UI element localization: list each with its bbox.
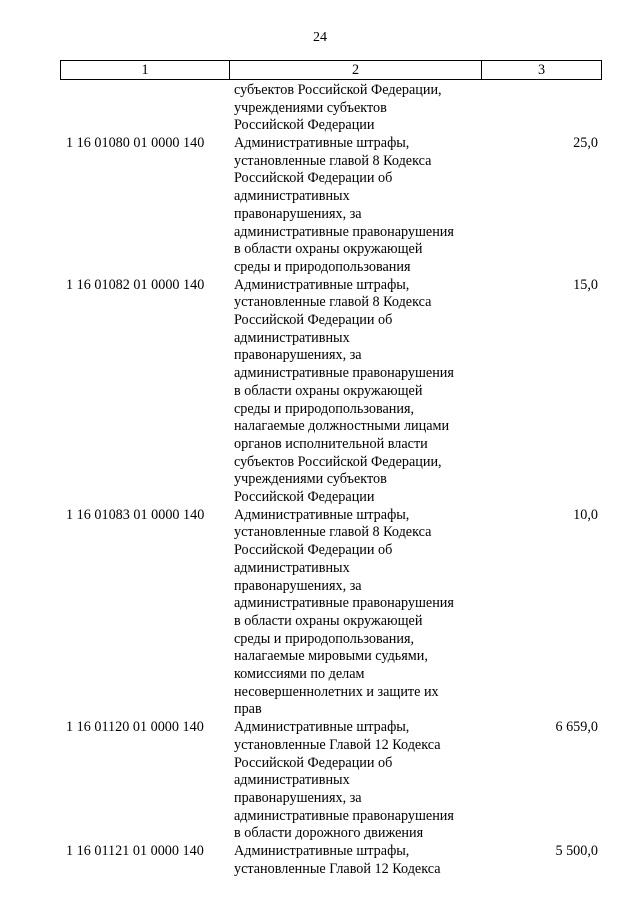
header-col-2: 2 [230,61,482,79]
row-code: 1 16 01080 01 0000 140 [66,135,205,152]
row-code: 1 16 01082 01 0000 140 [66,276,205,293]
desc-line: органов исполнительной власти [234,435,428,452]
desc-line: установленные Главой 12 Кодекса [234,736,441,753]
desc-line: среды и природопользования, [234,630,415,647]
row-amount: 25,0 [573,135,598,152]
desc-line: субъектов Российской Федерации, [234,453,442,470]
desc-line: установленные главой 8 Кодекса [234,294,432,311]
row-description [234,719,454,843]
desc-line: несовершеннолетних и защите их [234,683,439,700]
desc-line: учреждениями субъектов [234,99,387,116]
desc-line: Российской Федерации [234,117,375,134]
row-description [234,507,454,719]
desc-line: Российской Федерации об [234,312,393,329]
desc-line: административные правонарушения [234,223,454,240]
header-col-1: 1 [61,61,230,79]
desc-line: правонарушениях, за [234,347,362,364]
desc-line: Российской Федерации об [234,170,393,187]
desc-line: Российской Федерации об [234,754,393,771]
desc-line: правонарушениях, за [234,577,362,594]
desc-line: административные правонарушения [234,595,454,612]
desc-line: Административные штрафы, [234,506,410,523]
desc-line: в области охраны окружающей [234,382,423,399]
desc-line: в области дорожного движения [234,825,424,842]
page-number: 24 [313,30,327,45]
desc-line: правонарушениях, за [234,205,362,222]
desc-line: Административные штрафы, [234,276,410,293]
desc-line: административных [234,188,350,205]
desc-line: в области охраны окружающей [234,612,423,629]
desc-line: среды и природопользования [234,258,411,275]
desc-line: Российской Федерации [234,488,375,505]
desc-line: налагаемые мировыми судьями, [234,648,428,665]
row-description [234,277,454,507]
desc-line: административных [234,329,350,346]
desc-line: административные правонарушения [234,807,454,824]
desc-line: Российской Федерации об [234,542,393,559]
desc-line: установленные Главой 12 Кодекса [234,860,441,877]
desc-line: в области охраны окружающей [234,241,423,258]
desc-line: установленные главой 8 Кодекса [234,152,432,169]
desc-line: прав [234,701,262,718]
row-code: 1 16 01083 01 0000 140 [66,506,205,523]
desc-line: Административные штрафы, [234,135,410,152]
desc-line: налагаемые должностными лицами [234,418,450,435]
table-header [60,60,602,80]
desc-line: субъектов Российской Федерации, [234,82,442,98]
desc-line: административных [234,559,350,576]
desc-line: административные правонарушения [234,365,454,382]
row-code: 1 16 01120 01 0000 140 [66,719,204,736]
header-col-3: 3 [537,62,546,78]
row-amount: 10,0 [573,506,598,523]
desc-line: Административные штрафы, [234,719,410,736]
row-description [234,135,454,277]
row-code: 1 16 01121 01 0000 140 [66,843,204,860]
desc-line: Административные штрафы, [234,843,410,860]
desc-line: правонарушениях, за [234,789,362,806]
row-description [234,843,441,878]
row-amount: 5 500,0 [555,843,598,860]
row-amount: 6 659,0 [555,719,598,736]
desc-line: среды и природопользования, [234,400,415,417]
desc-line: учреждениями субъектов [234,471,387,488]
desc-line: установленные главой 8 Кодекса [234,524,432,541]
desc-line: комиссиями по делам [234,665,365,682]
continued-description [234,82,442,135]
desc-line: административных [234,772,350,789]
row-amount: 15,0 [573,276,598,293]
